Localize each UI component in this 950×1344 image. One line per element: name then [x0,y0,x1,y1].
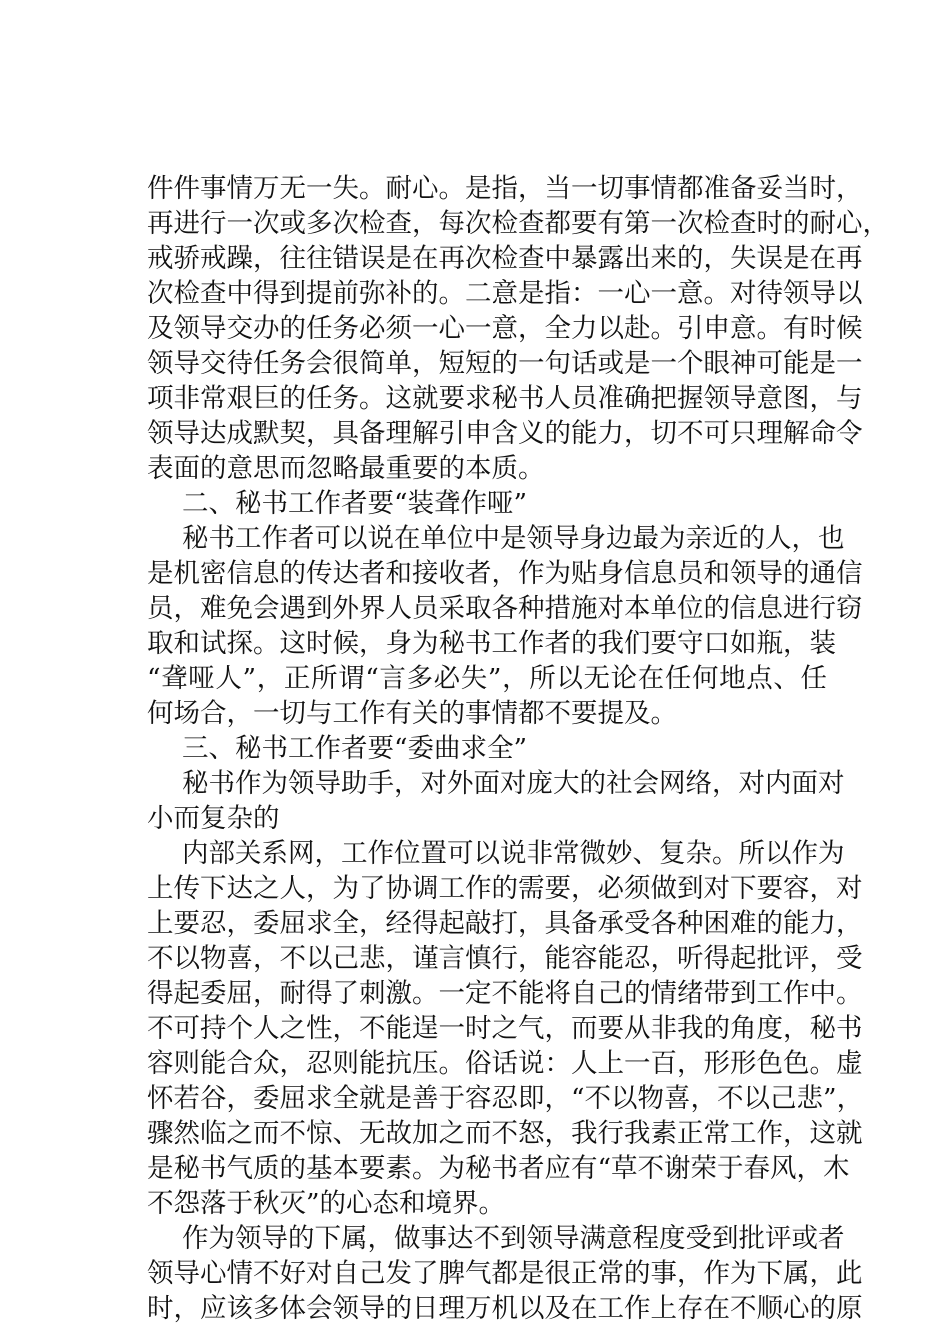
text-line: 再进行一次或多次检查，每次检查都要有第一次检查时的耐心， [147,208,889,239]
text-line: 是机密信息的传达者和接收者，作为贴身信息员和领导的通信 [147,558,863,589]
text-line: 戒骄戒躁，往往错误是在再次检查中暴露出来的，失误是在再 [147,243,863,274]
text-line: 取和试探。这时候，身为秘书工作者的我们要守口如瓶，装 [147,628,836,659]
text-line: 怀若谷，委屈求全就是善于容忍即，“不以物喜，不以己悲”， [147,1083,864,1114]
text-line: 领导心情不好对自己发了脾气都是很正常的事，作为下属，此 [147,1258,863,1289]
text-line: “聋哑人”，正所谓“言多必失”，所以无论在任何地点、任 [147,663,827,694]
section-heading: 三、秘书工作者要“委曲求全” [182,733,528,764]
text-line: 容则能合众，忍则能抗压。俗话说：人上一百，形形色色。虚 [147,1048,863,1079]
text-line: 领导交待任务会很简单，短短的一句话或是一个眼神可能是一 [147,348,863,379]
text-line: 领导达成默契，具备理解引申含义的能力，切不可只理解命令 [147,418,863,449]
text-line: 秘书作为领导助手，对外面对庞大的社会网络，对内面对 [182,768,845,799]
text-line: 是秘书气质的基本要素。为秘书者应有“草不谢荣于春风，木 [147,1153,850,1184]
text-line: 件件事情万无一失。耐心。是指，当一切事情都准备妥当时， [147,173,863,204]
text-line: 不以物喜，不以己悲，谨言慎行，能容能忍，听得起批评，受 [147,943,863,974]
text-line: 上传下达之人，为了协调工作的需要，必须做到对下要容，对 [147,873,863,904]
text-line: 内部关系网，工作位置可以说非常微妙、复杂。所以作为 [182,838,845,869]
text-line: 次检查中得到提前弥补的。二意是指：一心一意。对待领导以 [147,278,863,309]
text-line: 员，难免会遇到外界人员采取各种措施对本单位的信息进行窃 [147,593,863,624]
text-line: 及领导交办的任务必须一心一意，全力以赴。引申意。有时候 [147,313,863,344]
text-line: 时，应该多体会领导的日理万机以及在工作上存在不顺心的原 [147,1293,863,1324]
text-line: 骤然临之而不惊、无故加之而不怒，我行我素正常工作，这就 [147,1118,863,1149]
text-line: 项非常艰巨的任务。这就要求秘书人员准确把握领导意图，与 [147,383,863,414]
text-line: 小而复杂的 [147,803,280,834]
text-line: 不可持个人之性，不能逞一时之气，而要从非我的角度，秘书 [147,1013,863,1044]
text-line: 表面的意思而忽略最重要的本质。 [147,453,545,484]
section-heading: 二、秘书工作者要“装聋作哑” [182,488,528,519]
text-line: 不怨落于秋灭”的心态和境界。 [147,1188,506,1219]
text-line: 何场合，一切与工作有关的事情都不要提及。 [147,698,677,729]
text-line: 得起委屈，耐得了刺激。一定不能将自己的情绪带到工作中。 [147,978,863,1009]
text-line: 作为领导的下属，做事达不到领导满意程度受到批评或者 [182,1223,845,1254]
text-line: 上要忍，委屈求全，经得起敲打，具备承受各种困难的能力， [147,908,863,939]
text-line: 秘书工作者可以说在单位中是领导身边最为亲近的人，也 [182,523,845,554]
